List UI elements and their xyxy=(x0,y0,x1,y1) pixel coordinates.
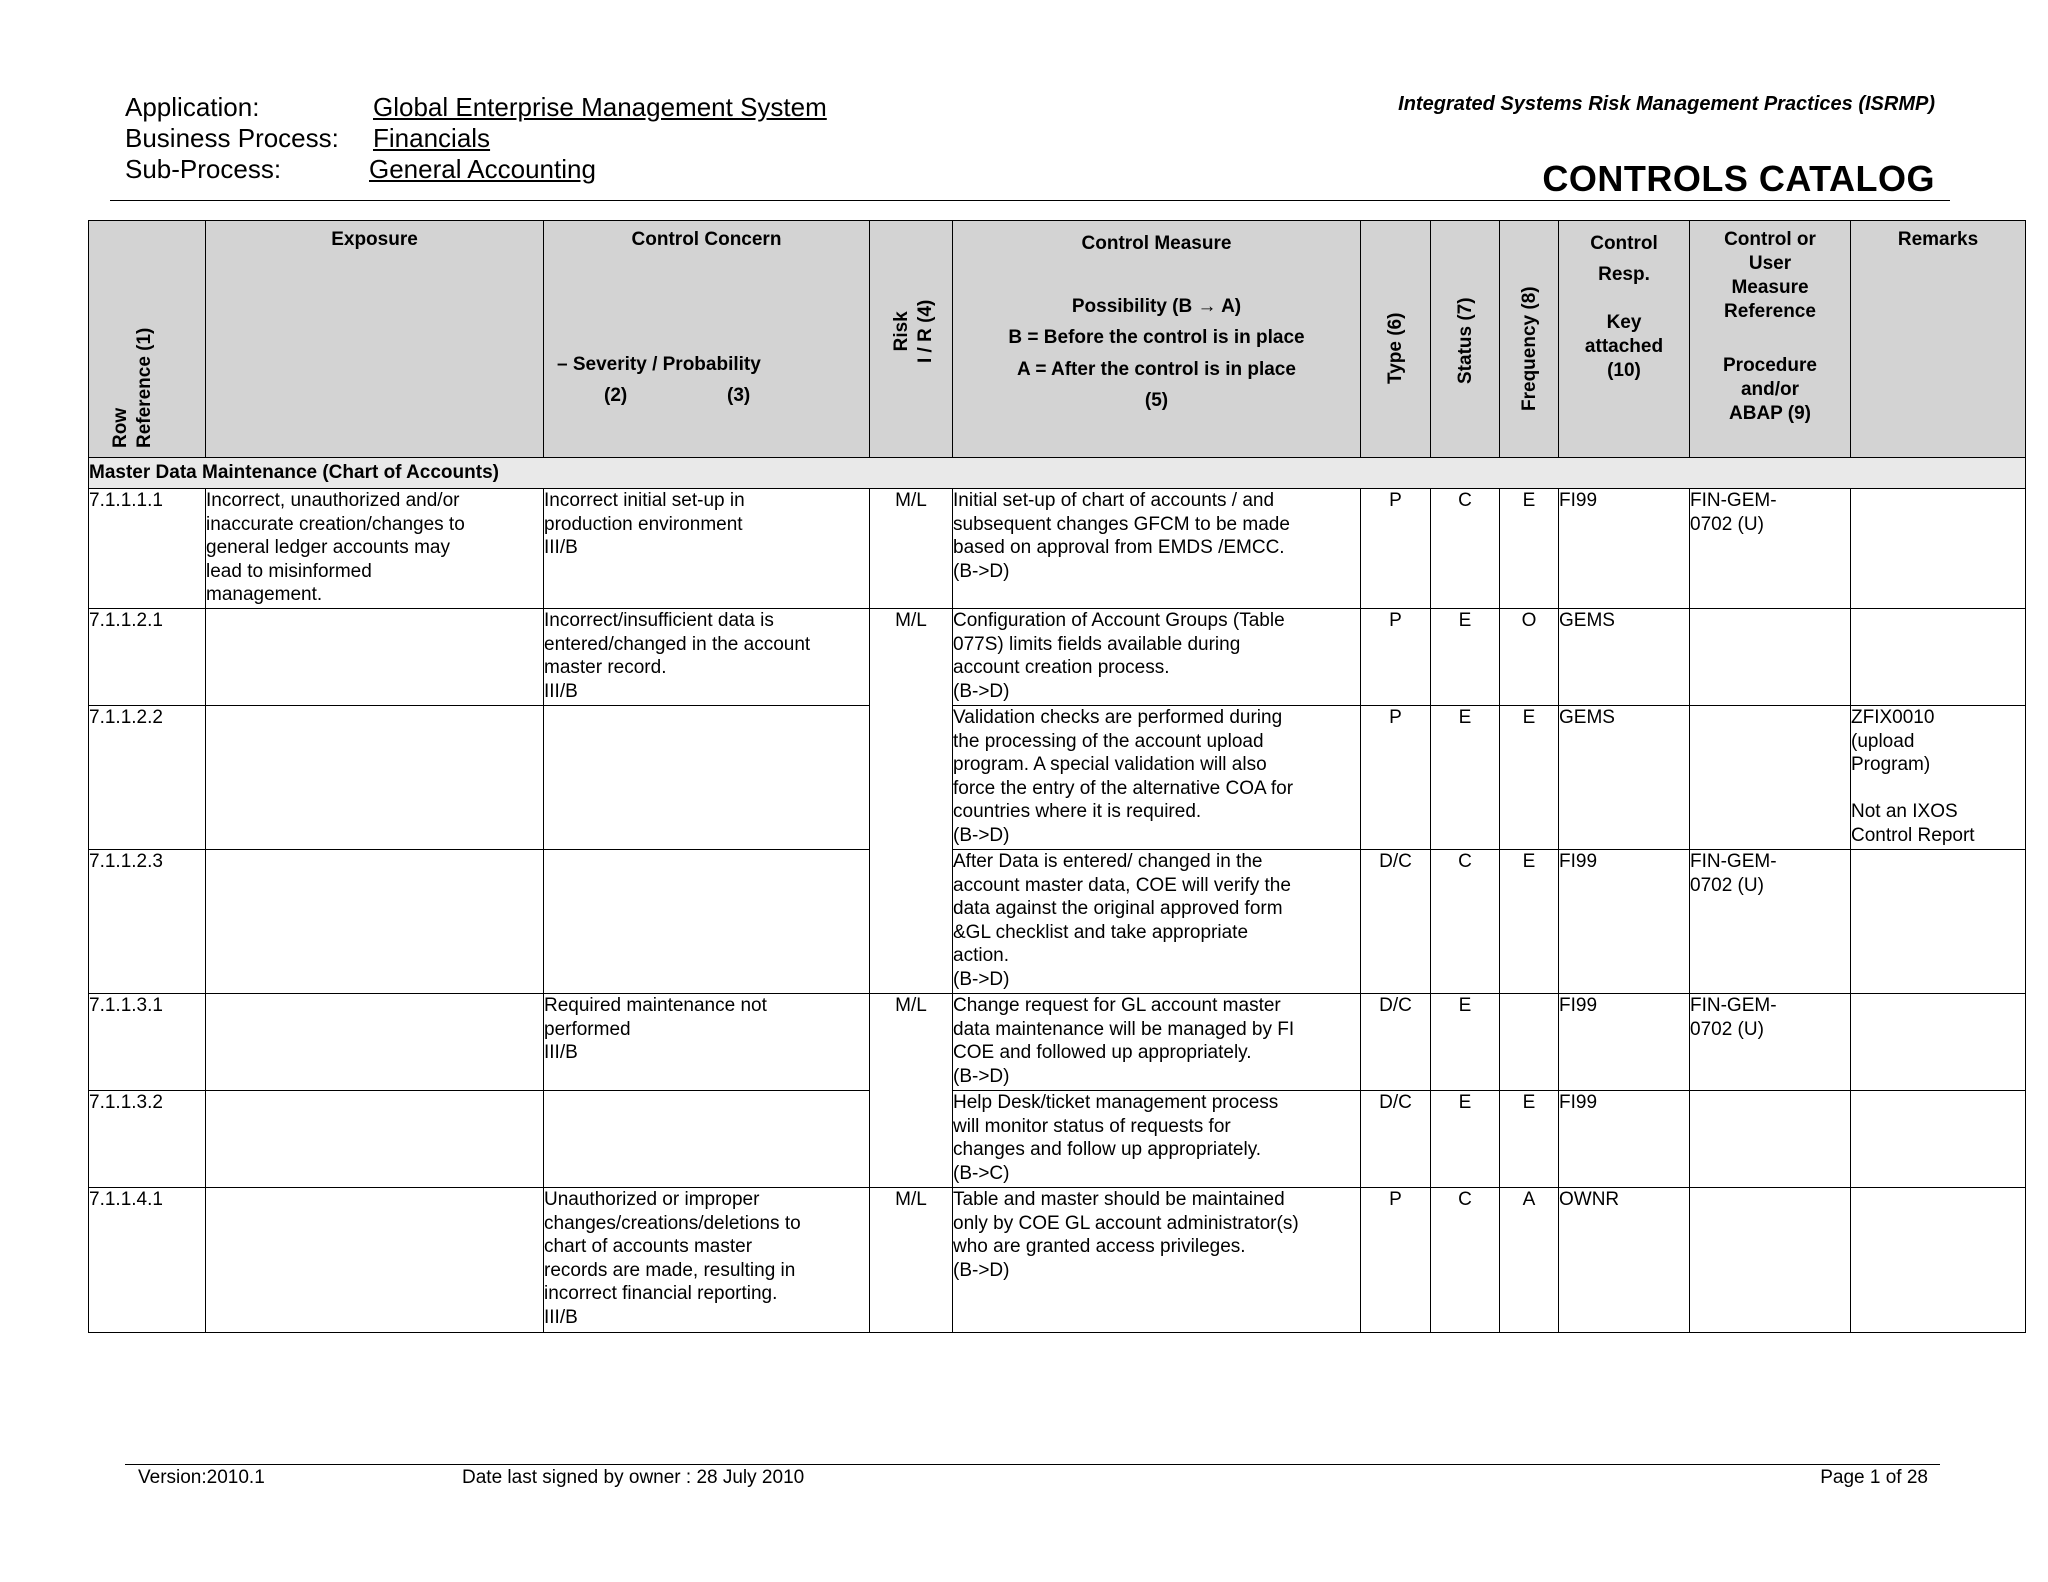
control-measure-cell: Change request for GL account master data maintenance will be managed by FI COE and followed up appropriately. (B->D) xyxy=(953,994,1361,1091)
col-type xyxy=(1361,221,1431,458)
col-risk xyxy=(870,221,953,458)
control-measure-header: Control Measure xyxy=(1081,233,1232,254)
severity-number: (2) xyxy=(604,385,628,406)
header-divider xyxy=(110,200,1950,201)
control-resp-cell: GEMS xyxy=(1559,609,1690,706)
control-concern-cell: Required maintenance not performed III/B xyxy=(544,994,870,1091)
page-number: Page 1 of 28 xyxy=(1820,1467,1928,1488)
possibility-header: Possibility (B → A) xyxy=(1071,295,1242,317)
status-cell: E xyxy=(1431,1091,1500,1188)
status-cell: E xyxy=(1431,609,1500,706)
severity-probability-header: – Severity / Probability xyxy=(557,354,761,375)
type-cell: D/C xyxy=(1361,1091,1431,1188)
row-reference: 7.1.1.3.2 xyxy=(89,1091,206,1188)
type-header: Type (6) xyxy=(1385,312,1406,384)
control-resp-cell: GEMS xyxy=(1559,706,1690,850)
before-definition: B = Before the control is in place xyxy=(1008,327,1305,348)
frequency-cell: A xyxy=(1500,1188,1559,1333)
remarks-cell xyxy=(1851,994,2026,1091)
date-signed: Date last signed by owner : 28 July 2010 xyxy=(462,1467,805,1488)
control-resp-cell: FI99 xyxy=(1559,994,1690,1091)
column-header-row xyxy=(89,221,2026,458)
remarks-cell xyxy=(1851,489,2026,609)
exposure-cell xyxy=(206,850,544,994)
control-resp-cell: FI99 xyxy=(1559,850,1690,994)
footer-divider xyxy=(125,1464,1940,1465)
exposure-cell xyxy=(206,994,544,1091)
status-cell: E xyxy=(1431,706,1500,850)
remarks-cell: ZFIX0010 (upload Program) Not an IXOS Control Report xyxy=(1851,706,2026,850)
control-measure-cell: After Data is entered/ changed in the account master data, COE will verify the data against the original approved form &GL checklist and take appropriate action. (B->D) xyxy=(953,850,1361,994)
measure-reference-cell: FIN-GEM- 0702 (U) xyxy=(1690,994,1851,1091)
doc-title: CONTROLS CATALOG xyxy=(1542,158,1935,199)
table-row xyxy=(89,850,2026,994)
version-label: Version:2010.1 xyxy=(138,1467,265,1488)
control-measure-cell: Validation checks are performed during the processing of the account upload program. A special validation will also force the entry of the alternative COA for countries where it is required. (B->D) xyxy=(953,706,1361,850)
business-process-value: Financials xyxy=(373,123,491,153)
risk-cell: M/L xyxy=(870,489,953,609)
measure-reference-header: Control or User Measure Reference xyxy=(1724,229,1816,322)
frequency-cell: E xyxy=(1500,1091,1559,1188)
type-cell: D/C xyxy=(1361,850,1431,994)
type-cell: P xyxy=(1361,706,1431,850)
application-value: Global Enterprise Management System xyxy=(373,92,827,122)
control-resp-cell: FI99 xyxy=(1559,489,1690,609)
measure-reference-cell xyxy=(1690,609,1851,706)
col-row-reference xyxy=(89,221,206,458)
col-control-resp xyxy=(1559,221,1690,458)
control-measure-cell: Table and master should be maintained only by COE GL account administrator(s) who are granted access privileges. (B->D) xyxy=(953,1188,1361,1333)
control-concern-header: Control Concern xyxy=(631,229,782,250)
status-header: Status (7) xyxy=(1455,297,1476,384)
row-reference: 7.1.1.2.1 xyxy=(89,609,206,706)
exposure-header: Exposure xyxy=(331,229,418,250)
remarks-cell xyxy=(1851,1091,2026,1188)
table-row xyxy=(89,609,2026,706)
type-cell: P xyxy=(1361,489,1431,609)
control-concern-cell xyxy=(544,1091,870,1188)
probability-number: (3) xyxy=(727,385,751,406)
exposure-cell xyxy=(206,1188,544,1333)
col-status xyxy=(1431,221,1500,458)
col-remarks xyxy=(1851,221,2026,458)
exposure-cell xyxy=(206,1091,544,1188)
risk-line2: I / R (4) xyxy=(915,299,936,363)
control-resp-cell: FI99 xyxy=(1559,1091,1690,1188)
type-cell: P xyxy=(1361,609,1431,706)
row-reference: 7.1.1.2.2 xyxy=(89,706,206,850)
section-row xyxy=(89,458,2026,489)
control-concern-cell xyxy=(544,850,870,994)
col-control-concern xyxy=(544,221,870,458)
table-row xyxy=(89,1091,2026,1188)
table-row xyxy=(89,706,2026,850)
frequency-cell: E xyxy=(1500,850,1559,994)
row-reference: 7.1.1.4.1 xyxy=(89,1188,206,1333)
control-measure-number: (5) xyxy=(1144,390,1169,411)
business-process-label: Business Process: xyxy=(125,123,339,153)
measure-reference-cell: FIN-GEM- 0702 (U) xyxy=(1690,850,1851,994)
document-header xyxy=(125,92,339,185)
measure-reference-cell xyxy=(1690,1188,1851,1333)
control-concern-cell: Unauthorized or improper changes/creations/deletions to chart of accounts master records are made, resulting in incorrect financial reporting. III/B xyxy=(544,1188,870,1333)
col-exposure xyxy=(206,221,544,458)
frequency-cell xyxy=(1500,994,1559,1091)
col-control-measure xyxy=(953,221,1361,458)
sub-process-label: Sub-Process: xyxy=(125,154,282,184)
control-measure-cell: Help Desk/ticket management process will monitor status of requests for changes and follow up appropriately. (B->C) xyxy=(953,1091,1361,1188)
table-row xyxy=(89,489,2026,609)
col-measure-reference xyxy=(1690,221,1851,458)
exposure-cell xyxy=(206,706,544,850)
row-reference: 7.1.1.3.1 xyxy=(89,994,206,1091)
table-row xyxy=(89,1188,2026,1333)
measure-reference-cell: FIN-GEM- 0702 (U) xyxy=(1690,489,1851,609)
col-frequency xyxy=(1500,221,1559,458)
frequency-cell: O xyxy=(1500,609,1559,706)
control-concern-cell: Incorrect initial set-up in production environment III/B xyxy=(544,489,870,609)
remarks-cell xyxy=(1851,1188,2026,1333)
section-title: Master Data Maintenance (Chart of Accounts) xyxy=(89,458,2026,489)
frequency-cell: E xyxy=(1500,489,1559,609)
remarks-cell xyxy=(1851,850,2026,994)
type-cell: D/C xyxy=(1361,994,1431,1091)
risk-cell: M/L xyxy=(870,609,953,994)
table-row xyxy=(89,994,2026,1091)
exposure-cell xyxy=(206,609,544,706)
risk-line1: Risk xyxy=(891,311,912,352)
frequency-header: Frequency (8) xyxy=(1519,286,1540,411)
control-resp-header: Control Resp. xyxy=(1590,233,1658,285)
type-cell: P xyxy=(1361,1188,1431,1333)
remarks-header: Remarks xyxy=(1897,229,1979,250)
status-cell: C xyxy=(1431,1188,1500,1333)
control-measure-cell: Initial set-up of chart of accounts / and subsequent changes GFCM to be made based on approval from EMDS /EMCC. (B->D) xyxy=(953,489,1361,609)
sub-process-value: General Accounting xyxy=(369,154,596,184)
exposure-cell: Incorrect, unauthorized and/or inaccurate creation/changes to general ledger accounts may lead to misinformed management. xyxy=(206,489,544,609)
control-resp-cell: OWNR xyxy=(1559,1188,1690,1333)
controls-table xyxy=(88,220,2026,1333)
after-definition: A = After the control is in place xyxy=(1017,358,1296,380)
program-title: Integrated Systems Risk Management Practices (ISRMP) xyxy=(1398,93,1935,115)
control-concern-cell: Incorrect/insufficient data is entered/changed in the account master record. III/B xyxy=(544,609,870,706)
risk-cell: M/L xyxy=(870,994,953,1188)
control-measure-cell: Configuration of Account Groups (Table 077S) limits fields available during account creation process. (B->D) xyxy=(953,609,1361,706)
measure-reference-cell xyxy=(1690,1091,1851,1188)
procedure-abap-header: Procedure and/or ABAP (9) xyxy=(1723,355,1817,424)
status-cell: C xyxy=(1431,489,1500,609)
row-reference: 7.1.1.1.1 xyxy=(89,489,206,609)
status-cell: C xyxy=(1431,850,1500,994)
risk-cell: M/L xyxy=(870,1188,953,1333)
application-label: Application: xyxy=(125,92,260,122)
remarks-cell xyxy=(1851,609,2026,706)
frequency-cell: E xyxy=(1500,706,1559,850)
row-ref-line2: Reference (1) xyxy=(134,327,155,448)
status-cell: E xyxy=(1431,994,1500,1091)
row-ref-line1: Row xyxy=(110,407,131,448)
row-reference: 7.1.1.2.3 xyxy=(89,850,206,994)
key-attached-header: Key attached (10) xyxy=(1584,312,1664,381)
measure-reference-cell xyxy=(1690,706,1851,850)
control-concern-cell xyxy=(544,706,870,850)
